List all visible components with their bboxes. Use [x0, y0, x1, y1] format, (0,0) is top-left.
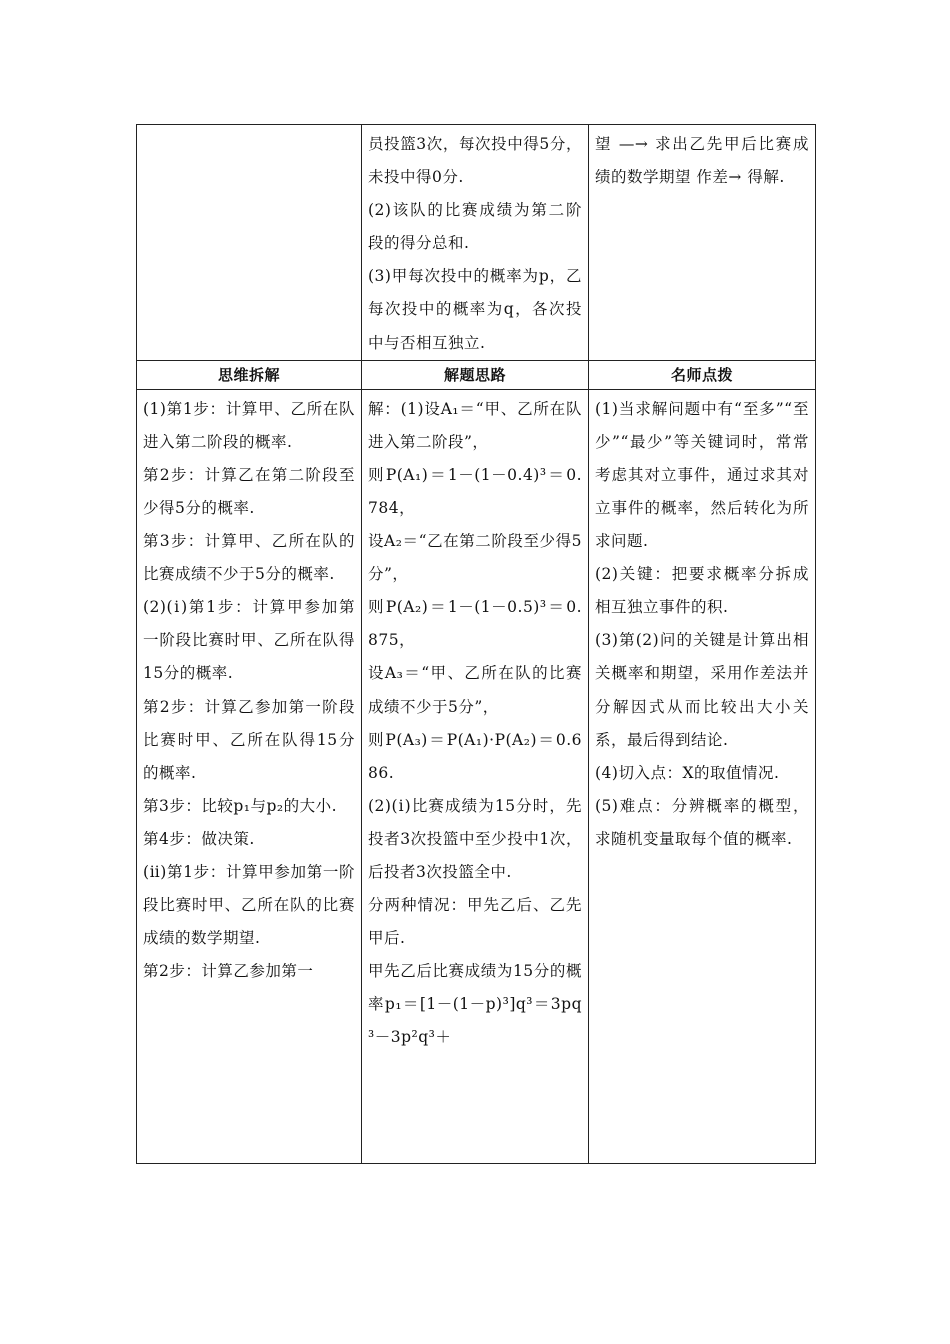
solution-line: 则P(A₃)＝P(A₁)·P(A₂)＝0.686.	[368, 730, 582, 782]
solution-line: 甲先乙后比赛成绩为15分的概率p₁＝[1－(1－p)³]q³＝3pq³－3p²q³＋	[368, 962, 582, 1047]
header-col2: 解题思路	[362, 360, 589, 389]
solution-line: 解：(1)设A₁＝“甲、乙所在队进入第二阶段”，	[368, 399, 582, 451]
content-row	[137, 389, 816, 1163]
tip-item: (5)难点：分辨概率的概型，求随机变量取每个值的概率.	[595, 796, 809, 848]
solution-line: 分两种情况：甲先乙后、乙先甲后.	[368, 896, 582, 948]
condition-para-3: (3)甲每次投中的概率为p，乙每次投中的概率为q，各次投中与否相互独立.	[368, 267, 582, 352]
continued-cell-col2	[362, 125, 589, 361]
tip-item: (3)第(2)问的关键是计算出相关概率和期望，采用作差法并分解因式从而比较出大小关系，最后得到结论.	[595, 631, 809, 749]
flow-para: 望 —→ 求出乙先甲后比赛成绩的数学期望 作差→ 得解.	[595, 135, 809, 187]
solution-line: 设A₂＝“乙在第二阶段至少得5分”，	[368, 532, 582, 584]
condition-para-2: (2)该队的比赛成绩为第二阶段的得分总和.	[368, 201, 582, 253]
step-item: (ⅱ)第1步：计算甲参加第一阶段比赛时甲、乙所在队的比赛成绩的数学期望.	[143, 862, 355, 948]
header-col3: 名师点拨	[589, 360, 816, 389]
header-row	[137, 360, 816, 389]
step-item: 第2步：计算乙在第二阶段至少得5分的概率.	[143, 465, 355, 517]
step-item: 第3步：比较p₁与p₂的大小.	[143, 796, 338, 815]
tips-list	[595, 393, 809, 1163]
step-item: (2)(ⅰ)第1步：计算甲参加第一阶段比赛时甲、乙所在队得15分的概率.	[143, 598, 355, 683]
tip-item: (1)当求解问题中有“至多”“至少”“最少”等关键词时，常常考虑其对立事件，通过求其对立事件的概率，然后转化为所求问题.	[595, 399, 809, 551]
step-item: 第4步：做决策.	[143, 829, 255, 848]
solution-cell	[362, 389, 589, 1163]
solution-line: 则P(A₁)＝1－(1－0.4)³＝0.784，	[368, 465, 582, 517]
step-item: 第2步：计算乙参加第一	[143, 962, 314, 981]
condition-para-1: 员投篮3次，每次投中得5分，未投中得0分.	[368, 135, 582, 187]
thinking-steps	[143, 393, 355, 1163]
thinking-cell	[137, 389, 362, 1163]
step-item: (1)第1步：计算甲、乙所在队进入第二阶段的概率.	[143, 399, 355, 451]
tips-cell	[589, 389, 816, 1163]
step-item: 第2步：计算乙参加第一阶段比赛时甲、乙所在队得15分的概率.	[143, 697, 355, 782]
header-col1: 思维拆解	[137, 360, 362, 389]
solution-line: 则P(A₂)＝1－(1－0.5)³＝0.875，	[368, 598, 582, 650]
tip-item: (4)切入点：X的取值情况.	[595, 763, 780, 782]
step-item: 第3步：计算甲、乙所在队的比赛成绩不少于5分的概率.	[143, 532, 355, 584]
solution-line: 设A₃＝“甲、乙所在队的比赛成绩不少于5分”，	[368, 664, 582, 716]
solution-steps	[368, 393, 582, 1163]
solution-line: (2)(ⅰ)比赛成绩为15分时，先投者3次投篮中至少投中1次，后投者3次投篮全中.	[368, 796, 582, 881]
tip-item: (2)关键：把要求概率分拆成相互独立事件的积.	[595, 565, 809, 617]
continued-row	[137, 125, 816, 361]
continued-cell-col1	[137, 125, 362, 361]
continued-cell-col3	[589, 125, 816, 361]
analysis-table	[136, 124, 816, 1164]
